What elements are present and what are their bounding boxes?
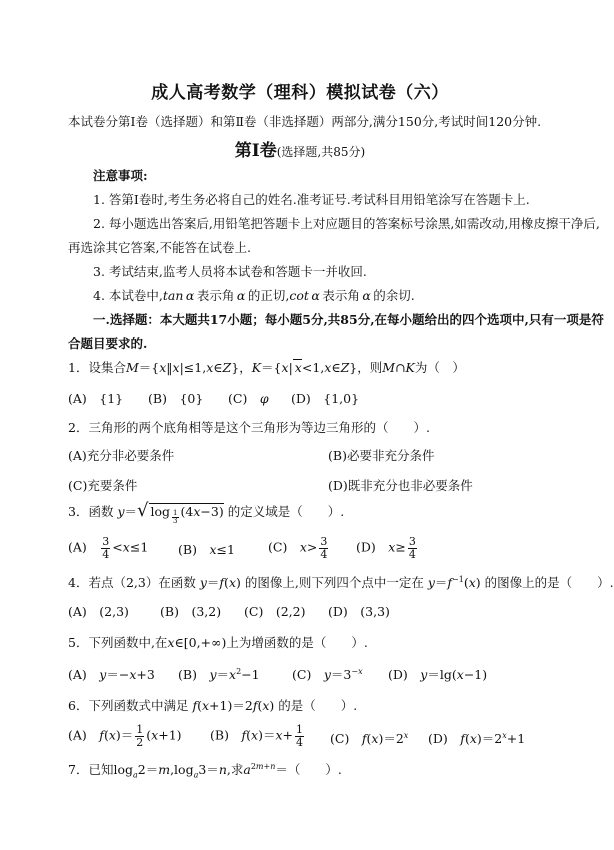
q1-option-b: (B) {0} bbox=[148, 391, 204, 406]
q3-option-c: (C) x> $\frac{3}{4}$ bbox=[268, 535, 328, 561]
question-2: 2．三角形的两个底角相等是这个三角形为等边三角形的（ ）. bbox=[68, 420, 430, 435]
q1-option-c: (C) φ bbox=[228, 391, 269, 406]
q3-option-d: (D) x≥ $\frac{3}{4}$ bbox=[356, 535, 416, 561]
q5-option-c: (C) $y=3^{-x}$ bbox=[292, 666, 363, 682]
question-5: 5．下列函数中,在x∈[0,+∞)上为增函数的是（ ）. bbox=[68, 635, 368, 650]
note-1: 1. 答第Ⅰ卷时,考生务必将自己的姓名.准考证号.考试科目用铅笔涂写在答题卡上. bbox=[93, 192, 530, 207]
part1-instructions: 一.选择题：本大题共17小题；每小题5分,共85分,在每小题给出的四个选项中,只有一项是符 bbox=[93, 312, 604, 327]
q4-option-d: (D) (3,3) bbox=[328, 604, 390, 619]
q4-option-b: (B) (3,2) bbox=[160, 604, 222, 619]
q5-option-b: (B) $y=x^2-1$ bbox=[178, 666, 260, 682]
section-heading bbox=[0, 136, 600, 161]
q2-option-b: (B)必要非充分条件 bbox=[328, 448, 435, 463]
page-title: 成人高考数学（理科）模拟试卷（六） bbox=[151, 83, 449, 103]
q1-option-d: (D) {1,0} bbox=[291, 391, 360, 406]
question-6: 6．下列函数式中满足 f(x+1)＝2f(x) 的是（ ）. bbox=[68, 698, 358, 713]
question-1: 1．设集合M＝{x‖x|≤1,x∈Z}，K＝{x| x<1,x∈Z}，则M∩K为（ ） bbox=[68, 360, 465, 375]
note-4: 4. 本试卷中,tan α 表示角 α 的正切,cot α 表示角 α 的余切. bbox=[93, 288, 415, 303]
question-4: 4．若点（2,3）在函数 y＝f(x) 的图像上,则下列四个点中一定在 $y=f^{-1}(x)$ 的图像上的是（ ）. bbox=[68, 574, 614, 590]
q2-option-d: (D)既非充分也非必要条件 bbox=[328, 478, 473, 493]
q3-option-a: (A) $\frac{3}{4}$ <x≤1 bbox=[68, 535, 149, 561]
section-title: 第Ⅰ卷 bbox=[234, 141, 277, 161]
intro-text: 本试卷分第Ⅰ卷（选择题）和第Ⅱ卷（非选择题）两部分,满分150分,考试时间120分钟. bbox=[68, 114, 542, 129]
part1-instructions-cont: 合题目要求的. bbox=[68, 336, 148, 351]
q1-option-a: (A) {1} bbox=[68, 391, 124, 406]
q2-option-a: (A)充分非必要条件 bbox=[68, 448, 175, 463]
q4-option-a: (A) (2,3) bbox=[68, 604, 129, 619]
q6-option-d: (D) $f(x)=2^x+1$ bbox=[428, 730, 526, 746]
question-7: 7．已知$\log_a2=m,\log_a3=n$,求$a^{2m+n}=$（ ）. bbox=[68, 761, 342, 780]
q5-option-a: (A) y＝−x+3 bbox=[68, 667, 155, 682]
q2-option-c: (C)充要条件 bbox=[68, 478, 138, 493]
question-3: 3．函数 y＝√ log $_{\frac{1}{3}}$ (4x−3) 的定义域是（ ）. bbox=[68, 500, 345, 525]
q3-option-b: (B) x≤1 bbox=[178, 542, 235, 557]
notes-heading: 注意事项: bbox=[93, 168, 148, 183]
q6-option-c: (C) $f(x)=2^x$ bbox=[330, 730, 409, 746]
q5-option-d: (D) y＝lg(x−1) bbox=[388, 667, 488, 682]
q6-option-b: (B) f(x)＝x+ $\frac{1}{4}$ bbox=[210, 723, 303, 749]
note-2-cont: 再选涂其它答案,不能答在试卷上. bbox=[68, 240, 251, 255]
q4-option-c: (C) (2,2) bbox=[244, 604, 306, 619]
section-subtitle: (选择题,共85分) bbox=[276, 145, 366, 159]
note-3: 3. 考试结束,监考人员将本试卷和答题卡一并收回. bbox=[93, 264, 367, 279]
note-2: 2. 每小题选出答案后,用铅笔把答题卡上对应题目的答案标号涂黑,如需改动,用橡皮擦干净后, bbox=[93, 216, 600, 231]
q6-option-a: (A) f(x)＝ $\frac{1}{2}$ (x+1) bbox=[68, 723, 182, 749]
